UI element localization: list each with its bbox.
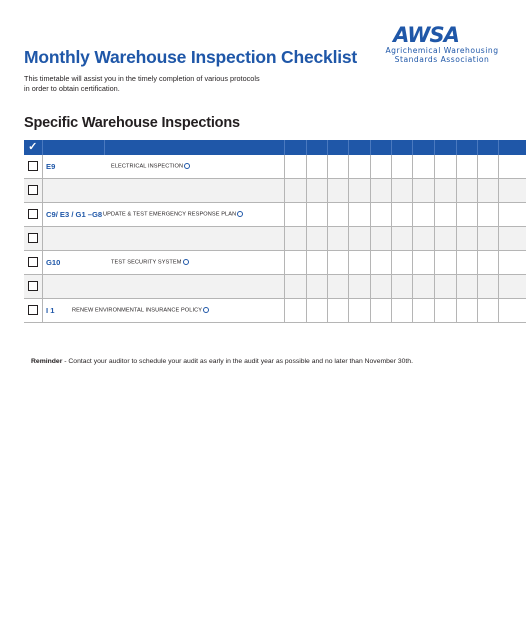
table-cell <box>104 155 284 179</box>
header-cell <box>477 140 498 155</box>
logo-line-2: Standards Association <box>394 55 490 64</box>
month-cell[interactable] <box>477 155 498 179</box>
table-row <box>24 203 526 227</box>
inspection-table <box>24 140 526 323</box>
month-cell[interactable] <box>412 275 434 299</box>
table-row <box>24 299 526 323</box>
reminder-note <box>31 358 413 365</box>
table-cell <box>104 299 284 323</box>
header-cell <box>284 140 306 155</box>
month-cell[interactable] <box>327 203 348 227</box>
month-cell[interactable] <box>434 203 456 227</box>
header-cell <box>498 140 526 155</box>
header-check-icon: ✓ <box>24 140 42 155</box>
header-cell <box>104 140 284 155</box>
month-cell[interactable] <box>391 251 412 275</box>
header-cell <box>434 140 456 155</box>
inspection-code: C9/ E3 / G1 –G8 <box>46 210 103 219</box>
table-row <box>24 155 526 179</box>
table-cell <box>42 179 104 203</box>
month-cell[interactable] <box>477 179 498 203</box>
month-cell[interactable] <box>434 275 456 299</box>
month-cell[interactable] <box>456 155 477 179</box>
month-cell[interactable] <box>412 203 434 227</box>
month-cell[interactable] <box>306 155 327 179</box>
month-cell[interactable] <box>477 203 498 227</box>
table-cell <box>42 227 104 251</box>
month-cell[interactable] <box>284 275 306 299</box>
month-cell[interactable] <box>412 227 434 251</box>
month-cell[interactable] <box>456 299 477 323</box>
month-cell[interactable] <box>477 275 498 299</box>
inspection-task-label: TEST SECURITY SYSTEM <box>111 258 182 265</box>
month-cell[interactable] <box>306 227 327 251</box>
table-cell <box>104 227 284 251</box>
awsa-logo-mark <box>391 22 461 46</box>
month-cell[interactable] <box>391 155 412 179</box>
table-cell <box>42 275 104 299</box>
table-cell <box>42 203 104 227</box>
table-cell <box>42 155 104 179</box>
month-cell[interactable] <box>306 203 327 227</box>
month-cell[interactable] <box>370 275 391 299</box>
table-cell <box>104 251 284 275</box>
header-cell <box>306 140 327 155</box>
header-cell <box>348 140 370 155</box>
checkbox-cell[interactable] <box>24 275 42 299</box>
month-cell[interactable] <box>284 203 306 227</box>
section-title: Specific Warehouse Inspections <box>24 115 240 131</box>
month-cell[interactable] <box>456 251 477 275</box>
checkbox-cell[interactable] <box>24 227 42 251</box>
table-cell <box>42 251 104 275</box>
month-cell[interactable] <box>370 179 391 203</box>
month-cell[interactable] <box>498 155 526 179</box>
month-cell[interactable] <box>477 227 498 251</box>
month-cell[interactable] <box>306 251 327 275</box>
header-cell <box>456 140 477 155</box>
month-cell[interactable] <box>306 299 327 323</box>
table-row <box>24 227 526 251</box>
intro-line-1: This timetable will assist you in the timely completion of various protocols <box>24 74 260 83</box>
month-cell[interactable] <box>348 227 370 251</box>
header-cell <box>391 140 412 155</box>
table-cell <box>104 179 284 203</box>
month-cell[interactable] <box>284 299 306 323</box>
month-cell[interactable] <box>456 179 477 203</box>
month-cell[interactable] <box>327 179 348 203</box>
inspection-task-label: ELECTRICAL INSPECTION <box>111 162 184 169</box>
month-cell[interactable] <box>498 251 526 275</box>
inspection-checkbox[interactable] <box>28 185 38 195</box>
month-cell[interactable] <box>370 203 391 227</box>
table-row <box>24 275 526 299</box>
month-cell[interactable] <box>391 179 412 203</box>
month-cell[interactable] <box>498 179 526 203</box>
reminder-label: Reminder <box>31 358 63 365</box>
month-cell[interactable] <box>327 275 348 299</box>
intro-text <box>24 74 324 94</box>
month-cell[interactable] <box>391 203 412 227</box>
inspection-task-label: RENEW ENVIRONMENTAL INSURANCE POLICY <box>72 306 203 313</box>
month-cell[interactable] <box>391 299 412 323</box>
table-cell <box>104 275 284 299</box>
month-cell[interactable] <box>498 275 526 299</box>
inspection-checkbox[interactable] <box>28 233 38 243</box>
checkbox-cell[interactable] <box>24 203 237 227</box>
inspection-checkbox[interactable] <box>28 281 38 291</box>
table-cell <box>104 203 284 227</box>
month-cell[interactable] <box>348 275 370 299</box>
month-cell[interactable] <box>434 251 456 275</box>
month-cell[interactable] <box>370 227 391 251</box>
month-cell[interactable] <box>348 203 370 227</box>
month-cell[interactable] <box>306 179 327 203</box>
header-cell <box>42 140 104 155</box>
month-cell[interactable] <box>434 179 456 203</box>
month-cell[interactable] <box>391 227 412 251</box>
month-cell[interactable] <box>327 251 348 275</box>
month-cell[interactable] <box>412 179 434 203</box>
month-cell[interactable] <box>284 155 306 179</box>
intro-line-2: in order to obtain certification. <box>24 84 120 93</box>
logo-line-1: Agrichemical Warehousing <box>385 46 499 55</box>
month-cell[interactable] <box>370 155 391 179</box>
month-cell[interactable] <box>370 251 391 275</box>
inspection-checkbox[interactable] <box>28 257 38 267</box>
month-cell[interactable] <box>306 275 327 299</box>
month-cell[interactable] <box>456 275 477 299</box>
month-cell[interactable] <box>412 299 434 323</box>
inspection-checkbox[interactable] <box>28 209 38 219</box>
table-row <box>24 251 526 275</box>
month-cell[interactable] <box>498 203 526 227</box>
month-cell[interactable] <box>327 299 348 323</box>
month-cell[interactable] <box>284 179 306 203</box>
month-cell[interactable] <box>456 203 477 227</box>
checkbox-cell[interactable] <box>24 155 184 179</box>
inspection-checkbox[interactable] <box>28 161 38 171</box>
header-cell <box>370 140 391 155</box>
awsa-logo-lettering: AWSA <box>393 23 459 46</box>
month-cell[interactable] <box>412 251 434 275</box>
awsa-logo <box>372 22 512 72</box>
month-cell[interactable] <box>498 227 526 251</box>
inspection-checkbox[interactable] <box>28 305 38 315</box>
month-cell[interactable] <box>327 227 348 251</box>
month-cell[interactable] <box>327 155 348 179</box>
month-cell[interactable] <box>370 299 391 323</box>
header-cell <box>327 140 348 155</box>
inspection-code: E9 <box>46 162 56 171</box>
month-cell[interactable] <box>434 227 456 251</box>
header-cell <box>412 140 434 155</box>
inspection-code: G10 <box>46 258 61 267</box>
month-cell[interactable] <box>434 299 456 323</box>
month-cell[interactable] <box>477 251 498 275</box>
month-cell[interactable] <box>412 155 434 179</box>
document-title: Monthly Warehouse Inspection Checklist <box>24 47 358 67</box>
table-header-row <box>24 140 526 155</box>
month-cell[interactable] <box>456 227 477 251</box>
month-cell[interactable] <box>348 251 370 275</box>
reminder-text: - Contact your auditor to schedule your audit as early in the audit year as possible and no later than November 30th. <box>62 358 413 365</box>
table-row <box>24 179 526 203</box>
month-cell[interactable] <box>434 155 456 179</box>
month-cell[interactable] <box>391 275 412 299</box>
month-cell[interactable] <box>284 227 306 251</box>
month-cell[interactable] <box>348 155 370 179</box>
month-cell[interactable] <box>498 299 526 323</box>
table-cell <box>42 299 104 323</box>
checkbox-cell[interactable] <box>24 179 42 203</box>
inspection-code: I 1 <box>46 306 55 315</box>
month-cell[interactable] <box>284 251 306 275</box>
checkbox-cell[interactable] <box>24 299 203 323</box>
checkbox-cell[interactable] <box>24 251 182 275</box>
month-cell[interactable] <box>348 179 370 203</box>
month-cell[interactable] <box>477 299 498 323</box>
month-cell[interactable] <box>348 299 370 323</box>
inspection-task-label: UPDATE & TEST EMERGENCY RESPONSE PLAN <box>103 210 237 217</box>
